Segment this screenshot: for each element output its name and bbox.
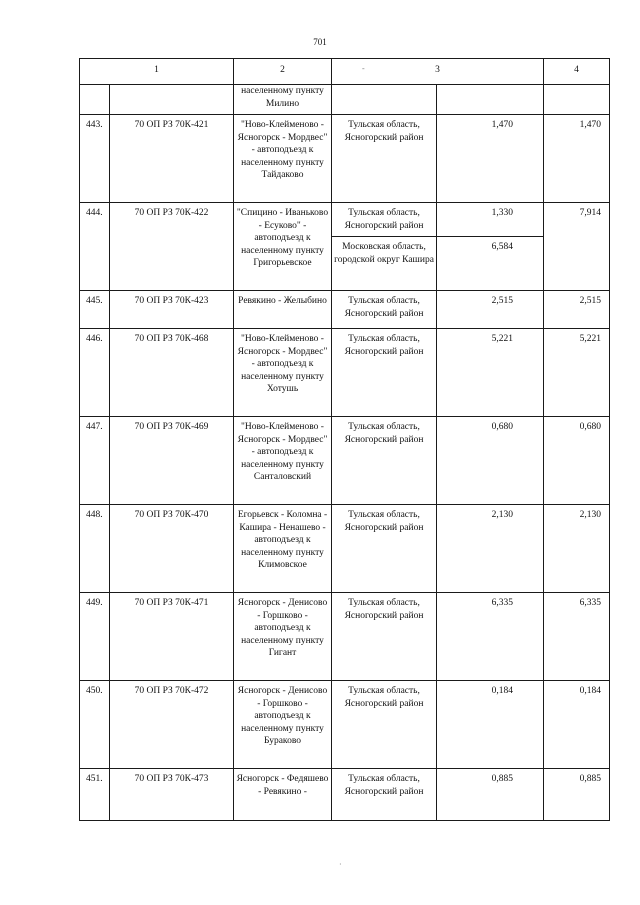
cell-region: Тульская область, Ясногорский район [332, 769, 437, 821]
table-row [80, 329, 610, 417]
table-header-row [80, 59, 610, 85]
cell-name: Егорьевск - Коломна - Кашира - Ненашево - автоподъезд к населенному пункту Климовское [234, 505, 332, 593]
cell-length: 0,885 [437, 769, 544, 821]
cell-total: 7,914 [544, 203, 610, 291]
cell-name: населенному пункту Милино [234, 85, 332, 115]
table-row-continuation [80, 85, 610, 115]
table-row [80, 593, 610, 681]
cell-region: Тульская область, Ясногорский район [332, 203, 437, 237]
cell-length [437, 85, 544, 115]
cell-num: 444. [80, 203, 110, 291]
cell-total: 2,130 [544, 505, 610, 593]
cell-code: 70 ОП РЗ 70К-472 [110, 681, 234, 769]
cell-num [80, 85, 110, 115]
cell-region: Московская область, городской округ Кашира [332, 237, 437, 291]
cell-total: 0,184 [544, 681, 610, 769]
cell-length: 1,330 [437, 203, 544, 237]
cell-code: 70 ОП РЗ 70К-469 [110, 417, 234, 505]
cell-code: 70 ОП РЗ 70К-423 [110, 291, 234, 329]
cell-region: Тульская область, Ясногорский район [332, 329, 437, 417]
cell-name: Ясногорск - Денисово - Горшково - автоподъезд к населенному пункту Бураково [234, 681, 332, 769]
cell-name: Ревякино - Желыбино [234, 291, 332, 329]
cell-name: "Спицино - Иваньково - Есуково" - автоподъезд к населенному пункту Григорьевское [234, 203, 332, 291]
cell-code: 70 ОП РЗ 70К-468 [110, 329, 234, 417]
cell-total: 5,221 [544, 329, 610, 417]
cell-name: "Ново-Клейменово - Ясногорск - Мордвес" - автоподъезд к населенному пункту Тайдаково [234, 115, 332, 203]
cell-region [332, 85, 437, 115]
cell-length: 6,584 [437, 237, 544, 291]
table-row [80, 505, 610, 593]
cell-code: 70 ОП РЗ 70К-422 [110, 203, 234, 291]
cell-num: 445. [80, 291, 110, 329]
cell-total [544, 85, 610, 115]
table-row [80, 203, 610, 237]
cell-num: 448. [80, 505, 110, 593]
cell-length: 0,680 [437, 417, 544, 505]
table-row [80, 115, 610, 203]
cell-length: 6,335 [437, 593, 544, 681]
cell-num: 451. [80, 769, 110, 821]
cell-code [110, 85, 234, 115]
cell-code: 70 ОП РЗ 70К-473 [110, 769, 234, 821]
table-row [80, 769, 610, 821]
header-col-3 [332, 59, 544, 85]
header-col-2: 2 [234, 59, 332, 85]
cell-length: 0,184 [437, 681, 544, 769]
cell-name: Ясногорск - Денисово - Горшково - автоподъезд к населенному пункту Гигант [234, 593, 332, 681]
cell-num: 446. [80, 329, 110, 417]
cell-region: Тульская область, Ясногорский район [332, 681, 437, 769]
cell-name: "Ново-Клейменово - Ясногорск - Мордвес" - автоподъезд к населенному пункту Санталовский [234, 417, 332, 505]
cell-name: Ясногорск - Федяшево - Ревякино - [234, 769, 332, 821]
cell-num: 447. [80, 417, 110, 505]
cell-total: 6,335 [544, 593, 610, 681]
cell-code: 70 ОП РЗ 70К-470 [110, 505, 234, 593]
cell-region: Тульская область, Ясногорский район [332, 505, 437, 593]
cell-region: Тульская область, Ясногорский район [332, 115, 437, 203]
header-mark: - [362, 64, 365, 73]
cell-num: 443. [80, 115, 110, 203]
cell-region: Тульская область, Ясногорский район [332, 593, 437, 681]
header-col-1: 1 [80, 59, 234, 85]
header-col-4: 4 [544, 59, 610, 85]
cell-total: 0,680 [544, 417, 610, 505]
table-row [80, 291, 610, 329]
cell-length: 5,221 [437, 329, 544, 417]
cell-name: "Ново-Клейменово - Ясногорск - Мордвес" - автоподъезд к населенному пункту Хотушь [234, 329, 332, 417]
cell-length: 2,130 [437, 505, 544, 593]
cell-region: Тульская область, Ясногорский район [332, 417, 437, 505]
cell-region: Тульская область, Ясногорский район [332, 291, 437, 329]
header-col-3-label: 3 [435, 65, 440, 75]
cell-num: 449. [80, 593, 110, 681]
cell-code: 70 ОП РЗ 70К-471 [110, 593, 234, 681]
cell-total: 1,470 [544, 115, 610, 203]
table-row [80, 681, 610, 769]
cell-num: 450. [80, 681, 110, 769]
page-number: 701 [313, 37, 327, 47]
cell-total: 0,885 [544, 769, 610, 821]
roads-table [79, 58, 610, 821]
cell-length: 1,470 [437, 115, 544, 203]
cell-total: 2,515 [544, 291, 610, 329]
cell-code: 70 ОП РЗ 70К-421 [110, 115, 234, 203]
cell-length: 2,515 [437, 291, 544, 329]
scan-speck: · [339, 860, 342, 869]
table-row [80, 417, 610, 505]
